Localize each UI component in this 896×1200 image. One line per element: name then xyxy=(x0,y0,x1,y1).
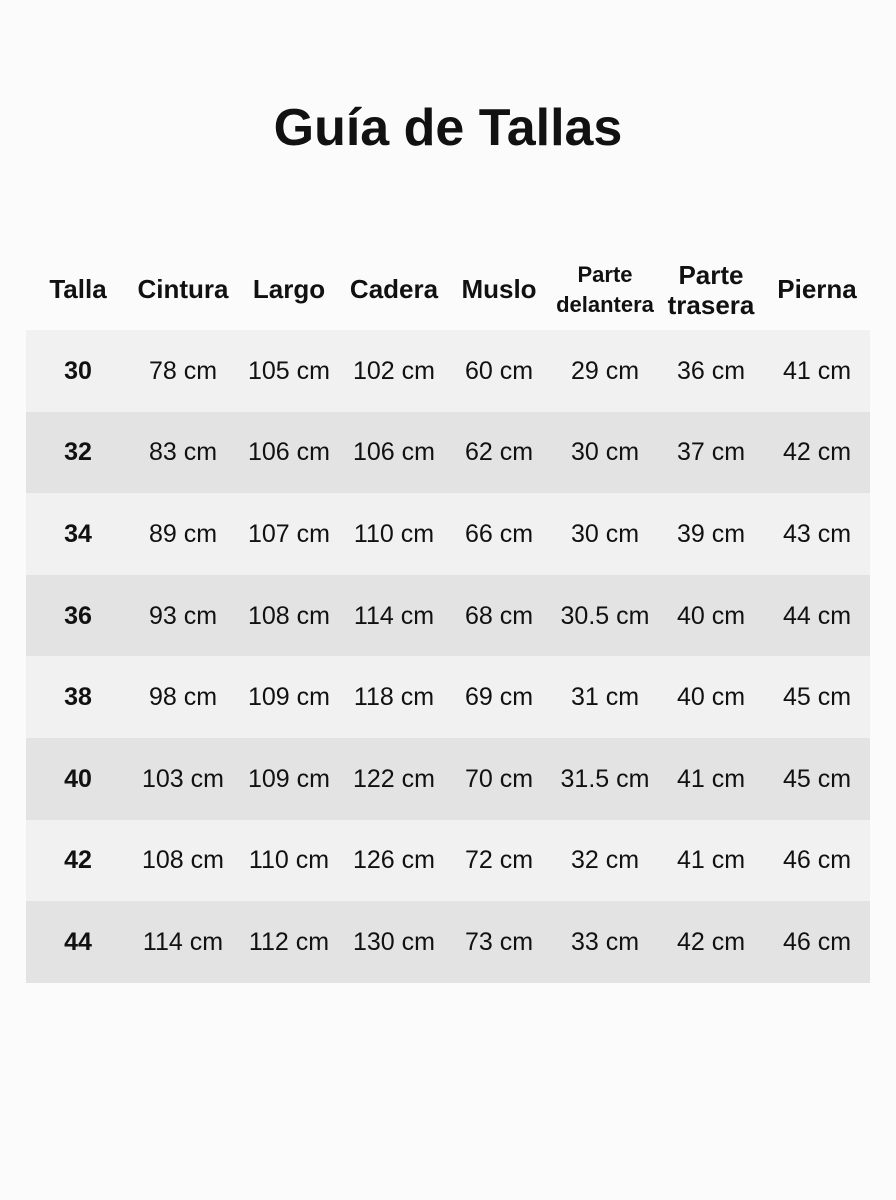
length-cell: 112 cm xyxy=(248,927,330,956)
thigh-cell: 62 cm xyxy=(464,438,534,467)
back-rise-cell: 41 cm xyxy=(676,846,746,875)
hip-cell: 122 cm xyxy=(353,764,435,793)
size-cell: 38 xyxy=(64,683,92,712)
front-rise-cell: 29 cm xyxy=(570,356,640,385)
size-cell: 42 xyxy=(64,846,92,875)
leg-opening-cell: 43 cm xyxy=(782,519,852,548)
leg-opening-cell: 46 cm xyxy=(782,927,852,956)
size-cell: 36 xyxy=(64,601,92,630)
front-rise-cell: 30 cm xyxy=(570,438,640,467)
front-rise-cell: 30 cm xyxy=(570,519,640,548)
front-rise-cell: 30.5 cm xyxy=(560,601,650,630)
header-cadera: Cadera xyxy=(349,274,439,304)
table-row xyxy=(26,901,870,983)
hip-cell: 126 cm xyxy=(353,846,435,875)
hip-cell: 102 cm xyxy=(353,356,435,385)
size-chart-table xyxy=(26,246,870,983)
thigh-cell: 66 cm xyxy=(464,519,534,548)
size-cell: 40 xyxy=(64,764,92,793)
page-title: Guía de Tallas xyxy=(273,99,623,157)
header-pierna: Pierna xyxy=(777,274,857,304)
length-cell: 107 cm xyxy=(248,519,330,548)
back-rise-cell: 37 cm xyxy=(676,438,746,467)
thigh-cell: 68 cm xyxy=(464,601,534,630)
header-cintura: Cintura xyxy=(137,274,229,304)
front-rise-cell: 31.5 cm xyxy=(560,764,650,793)
length-cell: 106 cm xyxy=(248,438,330,467)
table-row xyxy=(26,412,870,494)
front-rise-cell: 31 cm xyxy=(570,683,640,712)
header-talla: Talla xyxy=(49,274,107,304)
thigh-cell: 73 cm xyxy=(464,927,534,956)
back-rise-cell: 40 cm xyxy=(676,601,746,630)
length-cell: 109 cm xyxy=(248,683,330,712)
waist-cell: 114 cm xyxy=(142,927,224,956)
back-rise-cell: 41 cm xyxy=(676,764,746,793)
hip-cell: 114 cm xyxy=(353,601,435,630)
waist-cell: 103 cm xyxy=(142,764,224,793)
leg-opening-cell: 42 cm xyxy=(782,438,852,467)
waist-cell: 83 cm xyxy=(148,438,218,467)
size-cell: 34 xyxy=(64,519,92,548)
waist-cell: 89 cm xyxy=(148,519,218,548)
header-muslo: Muslo xyxy=(461,274,537,304)
back-rise-cell: 42 cm xyxy=(676,927,746,956)
thigh-cell: 69 cm xyxy=(464,683,534,712)
header-parte-trasera: Parte trasera xyxy=(667,260,755,320)
back-rise-cell: 40 cm xyxy=(676,683,746,712)
header-largo: Largo xyxy=(252,274,326,304)
front-rise-cell: 32 cm xyxy=(570,846,640,875)
waist-cell: 108 cm xyxy=(142,846,224,875)
hip-cell: 106 cm xyxy=(353,438,435,467)
thigh-cell: 72 cm xyxy=(464,846,534,875)
thigh-cell: 60 cm xyxy=(464,356,534,385)
back-rise-cell: 36 cm xyxy=(676,356,746,385)
size-cell: 44 xyxy=(64,927,92,956)
waist-cell: 93 cm xyxy=(148,601,218,630)
length-cell: 105 cm xyxy=(248,356,330,385)
leg-opening-cell: 46 cm xyxy=(782,846,852,875)
leg-opening-cell: 44 cm xyxy=(782,601,852,630)
waist-cell: 78 cm xyxy=(148,356,218,385)
size-cell: 30 xyxy=(64,356,92,385)
table-row xyxy=(26,738,870,820)
hip-cell: 118 cm xyxy=(353,683,435,712)
header-parte-delantera: Parte delantera xyxy=(556,262,654,317)
size-cell: 32 xyxy=(64,438,92,467)
length-cell: 109 cm xyxy=(248,764,330,793)
table-row xyxy=(26,820,870,902)
table-row xyxy=(26,493,870,575)
table-row xyxy=(26,656,870,738)
leg-opening-cell: 45 cm xyxy=(782,764,852,793)
thigh-cell: 70 cm xyxy=(464,764,534,793)
back-rise-cell: 39 cm xyxy=(676,519,746,548)
length-cell: 110 cm xyxy=(248,846,330,875)
front-rise-cell: 33 cm xyxy=(570,927,640,956)
leg-opening-cell: 41 cm xyxy=(782,356,852,385)
table-row xyxy=(26,330,870,412)
leg-opening-cell: 45 cm xyxy=(782,683,852,712)
waist-cell: 98 cm xyxy=(148,683,218,712)
table-header-row xyxy=(26,246,870,330)
hip-cell: 130 cm xyxy=(353,927,435,956)
table-row xyxy=(26,575,870,657)
length-cell: 108 cm xyxy=(248,601,330,630)
hip-cell: 110 cm xyxy=(353,519,435,548)
